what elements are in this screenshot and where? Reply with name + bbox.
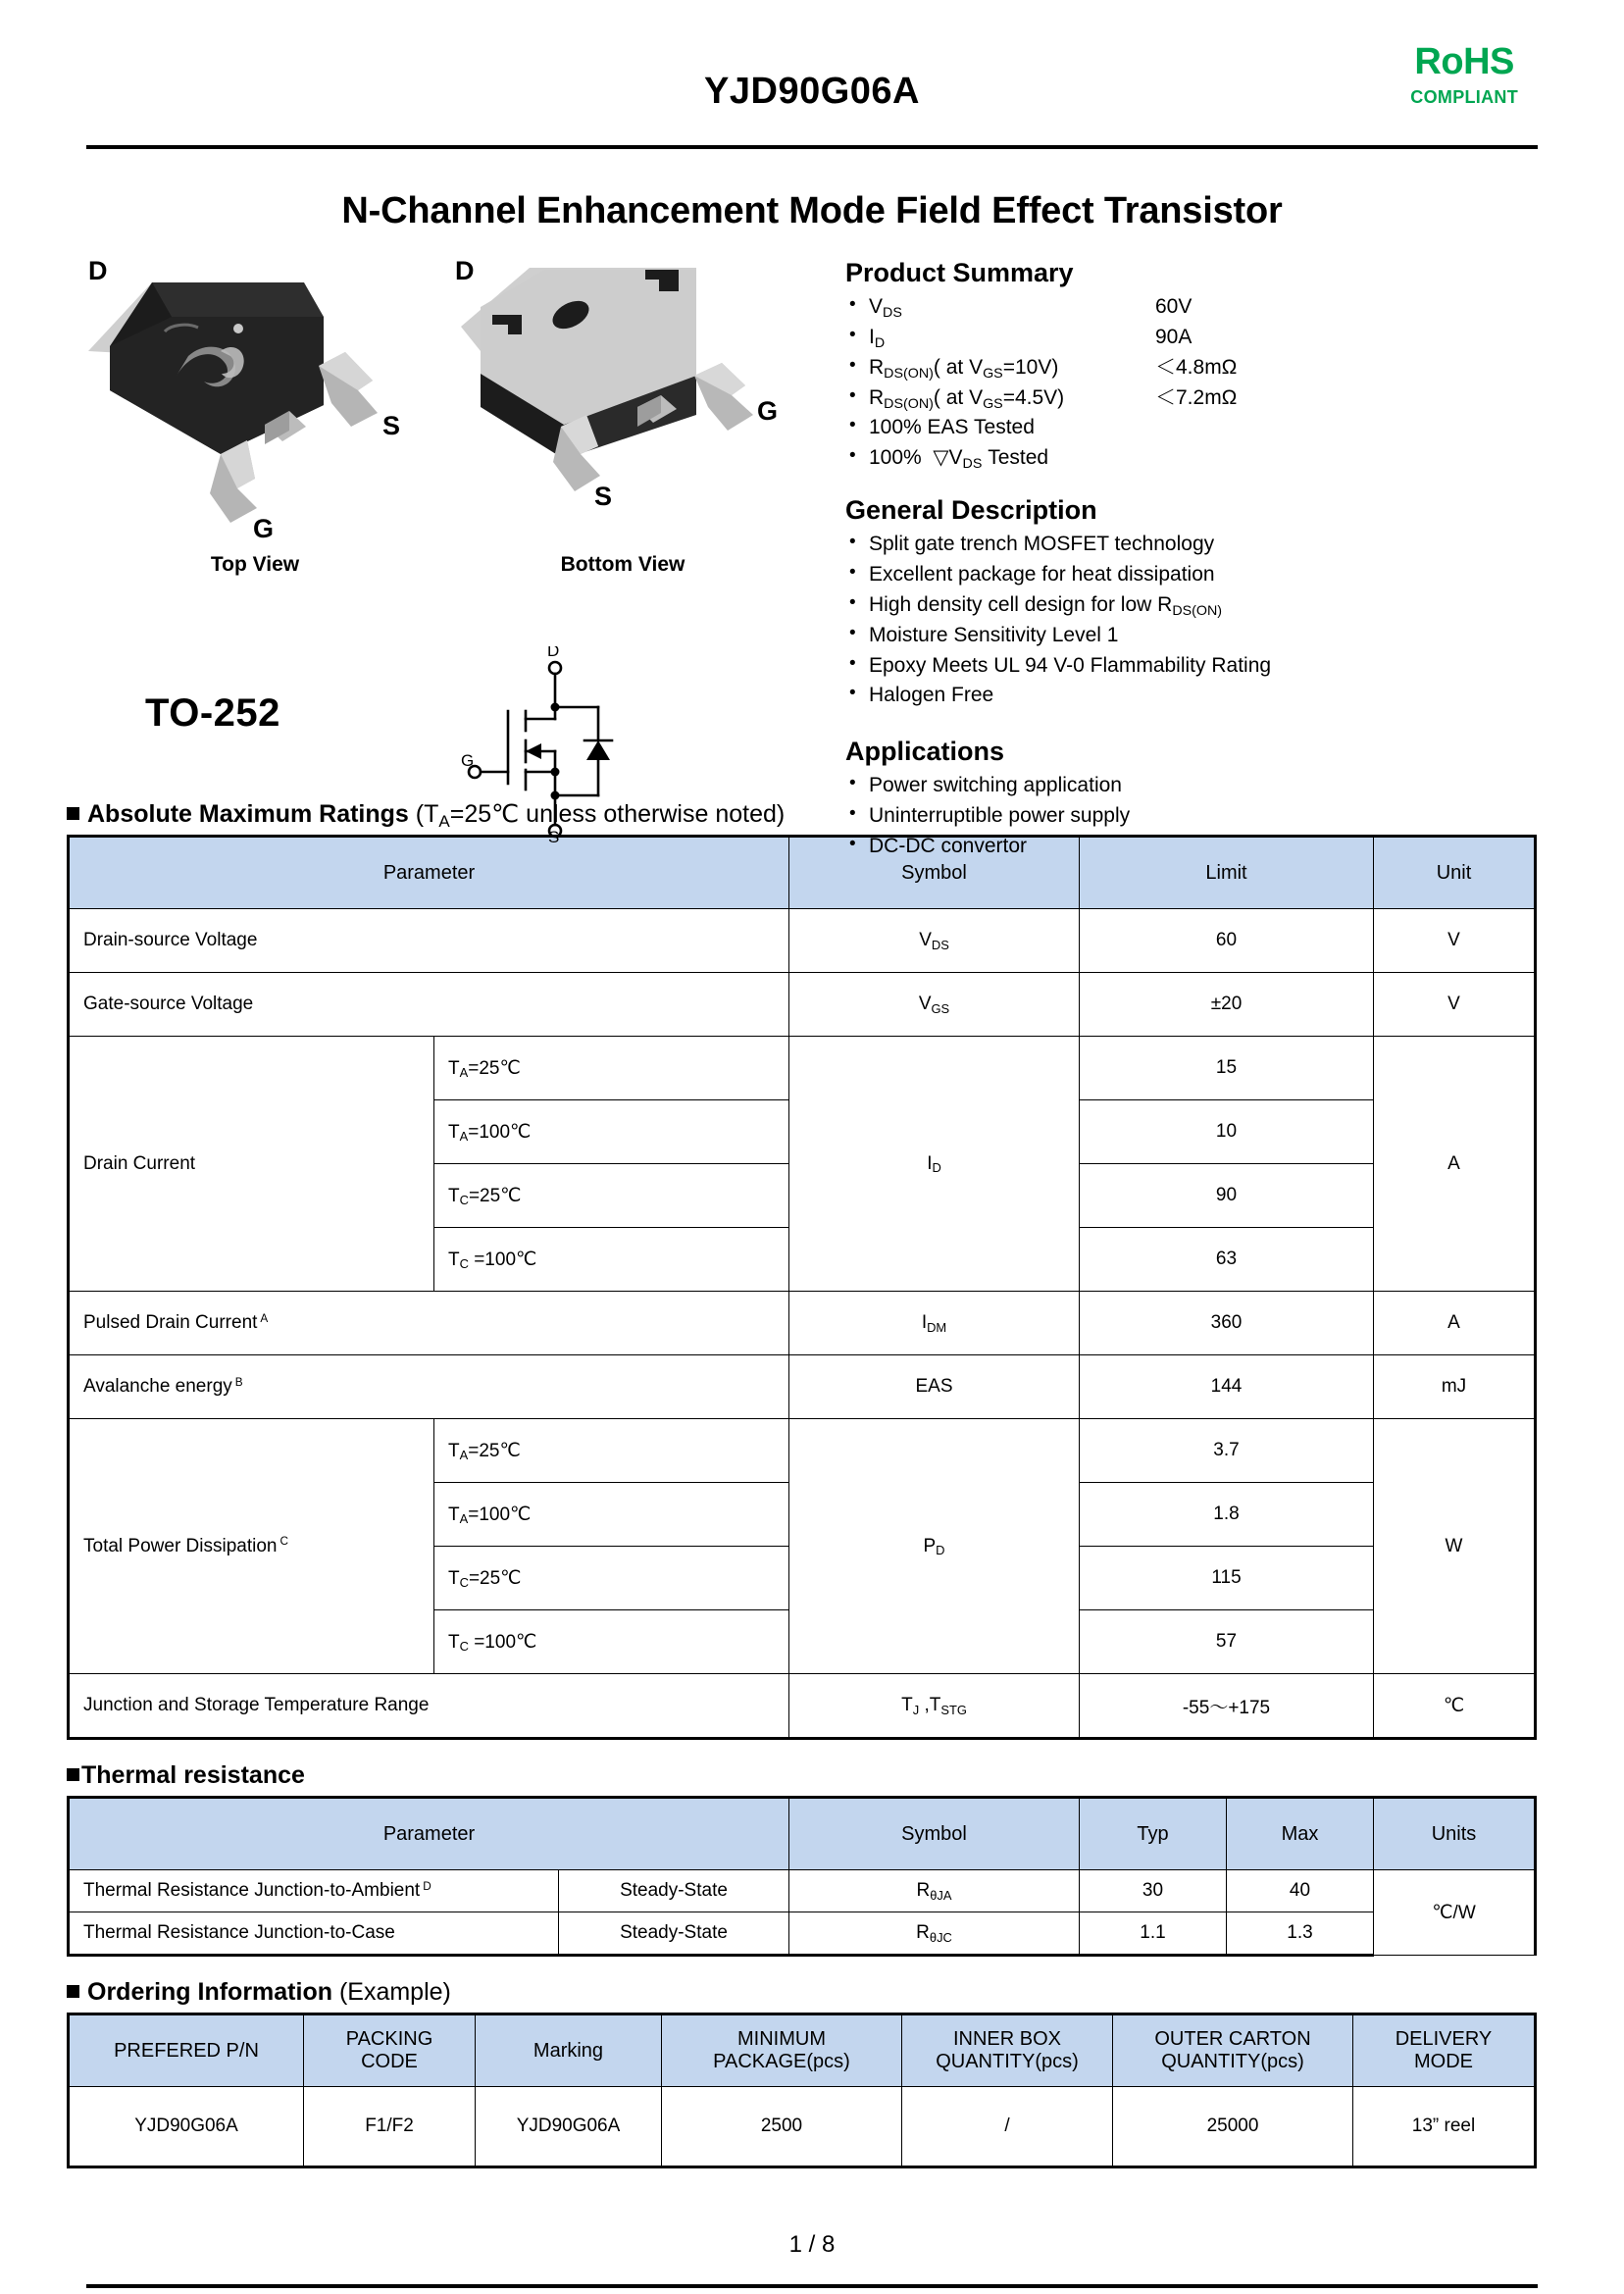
row-symbol: $V_{DS}$ — [789, 909, 1080, 973]
row-limit: 3.7 — [1080, 1419, 1374, 1483]
package-top-view — [78, 258, 431, 577]
table-row — [69, 1912, 1536, 1956]
row-condition: $T_A=25℃$ — [434, 1419, 789, 1483]
row-condition: $T_C=25℃$ — [434, 1547, 789, 1610]
page-title: YJD90G06A — [704, 71, 920, 112]
row-condition: $T_A=100℃$ — [434, 1100, 789, 1164]
mosfet-symbol-svg — [461, 646, 677, 842]
top-view-caption: Top View — [210, 553, 300, 576]
table-row — [69, 909, 1536, 973]
row-symbol: $R_{\theta JA}$ — [789, 1870, 1080, 1912]
ordering-information-heading — [67, 1978, 1624, 2007]
product-summary-title: Product Summary — [845, 258, 1074, 287]
table-row — [69, 1037, 1536, 1100]
general-description-list — [845, 530, 1551, 711]
row-parameter: Junction and Storage Temperature Range — [69, 1674, 789, 1739]
summary-value: 90A — [1155, 325, 1193, 348]
row-condition: $T_A=25℃$ — [434, 1037, 789, 1100]
row-limit: 10 — [1080, 1100, 1374, 1164]
row-parameter: Pulsed Drain Current $^A$ — [69, 1292, 789, 1355]
rohs-label: RoHS — [1414, 41, 1514, 82]
cell-minimum-package: 2500 — [662, 2087, 902, 2167]
row-condition: $T_C$ =100℃ — [434, 1610, 789, 1674]
bullet-square-icon — [67, 1985, 79, 1998]
column-header-prefered-pn: PREFERED P/N — [69, 2014, 304, 2087]
list-item: • Excellent package for heat dissipation — [845, 560, 1551, 590]
column-header-units: Units — [1374, 1798, 1536, 1870]
ordering-heading-bold: Ordering Information — [87, 1978, 332, 2006]
table-header-row — [69, 1798, 1536, 1870]
row-parameter: Thermal Resistance Junction-to-Case — [69, 1912, 559, 1956]
header-divider — [86, 145, 1538, 149]
row-limit: ±20 — [1080, 973, 1374, 1037]
table-row — [69, 1870, 1536, 1912]
schematic-pin-g: G — [461, 751, 475, 770]
table-row — [69, 1292, 1536, 1355]
row-unit: ℃ — [1374, 1674, 1536, 1739]
column-header-outer-carton-quantity: OUTER CARTON QUANTITY(pcs) — [1113, 2014, 1353, 2087]
footnote-marker: B — [234, 1375, 243, 1389]
bullet-square-icon — [67, 1768, 79, 1781]
column-header-unit: Unit — [1374, 837, 1536, 909]
pin-label-d: D — [455, 258, 475, 285]
column-header-limit: Limit — [1080, 837, 1374, 909]
page-header — [0, 0, 1624, 147]
general-description-title: General Description — [845, 495, 1097, 526]
amr-heading-regular: ($T_A=25℃$ unless otherwise noted) — [415, 800, 786, 831]
summary-label: • $V_{DS}$ — [869, 295, 902, 321]
row-unit: V — [1374, 973, 1536, 1037]
cell-packing-code: F1/F2 — [304, 2087, 476, 2167]
table-row — [69, 973, 1536, 1037]
mosfet-schematic-symbol — [461, 646, 677, 847]
table-row — [69, 1674, 1536, 1739]
amr-heading-bold: Absolute Maximum Ratings — [87, 800, 409, 828]
row-limit: 63 — [1080, 1228, 1374, 1292]
cell-marking: YJD90G06A — [476, 2087, 662, 2167]
row-typ: 1.1 — [1080, 1912, 1227, 1956]
row-limit: 144 — [1080, 1355, 1374, 1419]
pin-label-d: D — [88, 258, 108, 285]
page-number: 1 / 8 — [788, 2231, 836, 2258]
list-item — [845, 383, 1551, 414]
row-typ: 30 — [1080, 1870, 1227, 1912]
column-header-marking: Marking — [476, 2014, 662, 2087]
applications-title: Applications — [845, 737, 1005, 767]
list-item: • Power switching application — [845, 771, 1551, 801]
row-limit: 360 — [1080, 1292, 1374, 1355]
row-symbol: $P_D$ — [789, 1419, 1080, 1674]
ordering-information-table — [67, 2013, 1537, 2168]
row-symbol: $R_{\theta JC}$ — [789, 1912, 1080, 1956]
product-summary-list — [845, 292, 1551, 474]
thermal-resistance-table — [67, 1796, 1537, 1957]
ordering-heading-regular: (Example) — [338, 1978, 451, 2006]
table-header-row — [69, 2014, 1536, 2087]
row-parameter: Thermal Resistance Junction-to-Ambient $^D$ — [69, 1870, 559, 1912]
summary-value: ＜7.2mΩ — [1155, 385, 1238, 409]
row-unit: A — [1374, 1292, 1536, 1355]
list-item: • 100% $▽V_{DS}$ Tested — [845, 443, 1551, 474]
to252-top-view-drawing — [78, 258, 431, 542]
list-item: • DC-DC convertor — [845, 832, 1551, 862]
row-parameter: Gate-source Voltage — [69, 973, 789, 1037]
footer-divider — [86, 2284, 1538, 2288]
row-unit: mJ — [1374, 1355, 1536, 1419]
column-header-max: Max — [1227, 1798, 1374, 1870]
row-parameter: Drain-source Voltage — [69, 909, 789, 973]
to252-bottom-view-drawing — [451, 258, 794, 542]
list-item: • Split gate trench MOSFET technology — [845, 530, 1551, 560]
row-limit: 1.8 — [1080, 1483, 1374, 1547]
column-header-delivery-mode: DELIVERY MODE — [1353, 2014, 1536, 2087]
row-unit: A — [1374, 1037, 1536, 1292]
row-units: ℃/W — [1374, 1870, 1536, 1956]
row-max: 1.3 — [1227, 1912, 1374, 1956]
thermal-heading-text: Thermal resistance — [81, 1761, 305, 1789]
column-header-packing-code: PACKING CODE — [304, 2014, 476, 2087]
list-item: • Epoxy Meets UL 94 V-0 Flammability Rating — [845, 651, 1551, 682]
row-parameter: Avalanche energy $^B$ — [69, 1355, 789, 1419]
column-header-parameter: Parameter — [69, 837, 789, 909]
applications-list — [845, 771, 1551, 862]
cell-delivery-mode: 13” reel — [1353, 2087, 1536, 2167]
rohs-compliant-label: COMPLIANT — [1410, 87, 1518, 107]
thermal-resistance-heading — [67, 1761, 1624, 1790]
row-limit: 15 — [1080, 1037, 1374, 1100]
table-row — [69, 2087, 1536, 2167]
list-item: • Halogen Free — [845, 681, 1551, 711]
list-item: • High density cell design for low $R_{DS(ON)}$ — [845, 590, 1551, 621]
footnote-marker: A — [260, 1311, 269, 1325]
row-limit: 57 — [1080, 1610, 1374, 1674]
list-item — [845, 353, 1551, 383]
row-max: 40 — [1227, 1870, 1374, 1912]
row-condition: $T_C=25℃$ — [434, 1164, 789, 1228]
list-item — [845, 323, 1551, 353]
summary-value: 60V — [1155, 295, 1193, 318]
summary-value: ＜4.8mΩ — [1155, 355, 1238, 379]
row-symbol: $T_J$ $,T_{STG}$ — [789, 1674, 1080, 1739]
table-row — [69, 1355, 1536, 1419]
column-header-inner-box-quantity: INNER BOX QUANTITY(pcs) — [902, 2014, 1113, 2087]
row-unit: V — [1374, 909, 1536, 973]
package-type-label: TO-252 — [145, 691, 280, 735]
footnote-marker: D — [423, 1879, 431, 1893]
table-row — [69, 1419, 1536, 1483]
row-condition: $T_C$ =100℃ — [434, 1228, 789, 1292]
cell-outer-carton-quantity: 25000 — [1113, 2087, 1353, 2167]
cell-prefered-pn: YJD90G06A — [69, 2087, 304, 2167]
pin-label-s: S — [594, 482, 613, 511]
column-header-symbol: Symbol — [789, 837, 1080, 909]
row-unit: W — [1374, 1419, 1536, 1674]
absolute-maximum-ratings-table — [67, 835, 1537, 1740]
pin-label-g: G — [757, 396, 779, 426]
specifications-column — [845, 258, 1551, 862]
column-header-minimum-package: MINIMUM PACKAGE(pcs) — [662, 2014, 902, 2087]
row-parameter: Total Power Dissipation $^C$ — [69, 1419, 434, 1674]
row-limit: 115 — [1080, 1547, 1374, 1610]
pin-label-g: G — [253, 514, 275, 542]
row-parameter: Drain Current — [69, 1037, 434, 1292]
column-header-parameter: Parameter — [69, 1798, 789, 1870]
row-condition: Steady-State — [559, 1912, 789, 1956]
row-condition: Steady-State — [559, 1870, 789, 1912]
product-description-title: N-Channel Enhancement Mode Field Effect Transistor — [341, 190, 1283, 231]
list-item: • Moisture Sensitivity Level 1 — [845, 621, 1551, 651]
pin-label-s: S — [382, 411, 401, 440]
row-symbol: $I_{DM}$ — [789, 1292, 1080, 1355]
list-item: • Uninterruptible power supply — [845, 801, 1551, 832]
footnote-marker: C — [279, 1535, 288, 1549]
summary-label: • $R_{DS(ON)}$( at $V_{GS}=4.5V$) — [869, 385, 1065, 412]
summary-label: • $R_{DS(ON)}$( at $V_{GS}=10V$) — [869, 355, 1059, 382]
package-bottom-view — [451, 258, 794, 577]
schematic-pin-s: S — [548, 828, 560, 842]
column-header-typ: Typ — [1080, 1798, 1227, 1870]
row-limit: 60 — [1080, 909, 1374, 973]
row-limit: -55～+175 — [1080, 1674, 1374, 1739]
row-symbol: $I_D$ — [789, 1037, 1080, 1292]
cell-inner-box-quantity: / — [902, 2087, 1113, 2167]
column-header-symbol: Symbol — [789, 1798, 1080, 1870]
row-symbol: $V_{GS}$ — [789, 973, 1080, 1037]
list-item: • 100% EAS Tested — [845, 413, 1551, 443]
list-item — [845, 292, 1551, 323]
row-symbol: EAS — [789, 1355, 1080, 1419]
schematic-pin-d: D — [547, 646, 560, 660]
rohs-logo — [1410, 43, 1518, 106]
row-limit: 90 — [1080, 1164, 1374, 1228]
summary-label: • $I_D$ — [869, 325, 886, 351]
row-condition: $T_A=100℃$ — [434, 1483, 789, 1547]
bottom-view-caption: Bottom View — [560, 553, 685, 576]
bullet-square-icon — [67, 807, 79, 820]
